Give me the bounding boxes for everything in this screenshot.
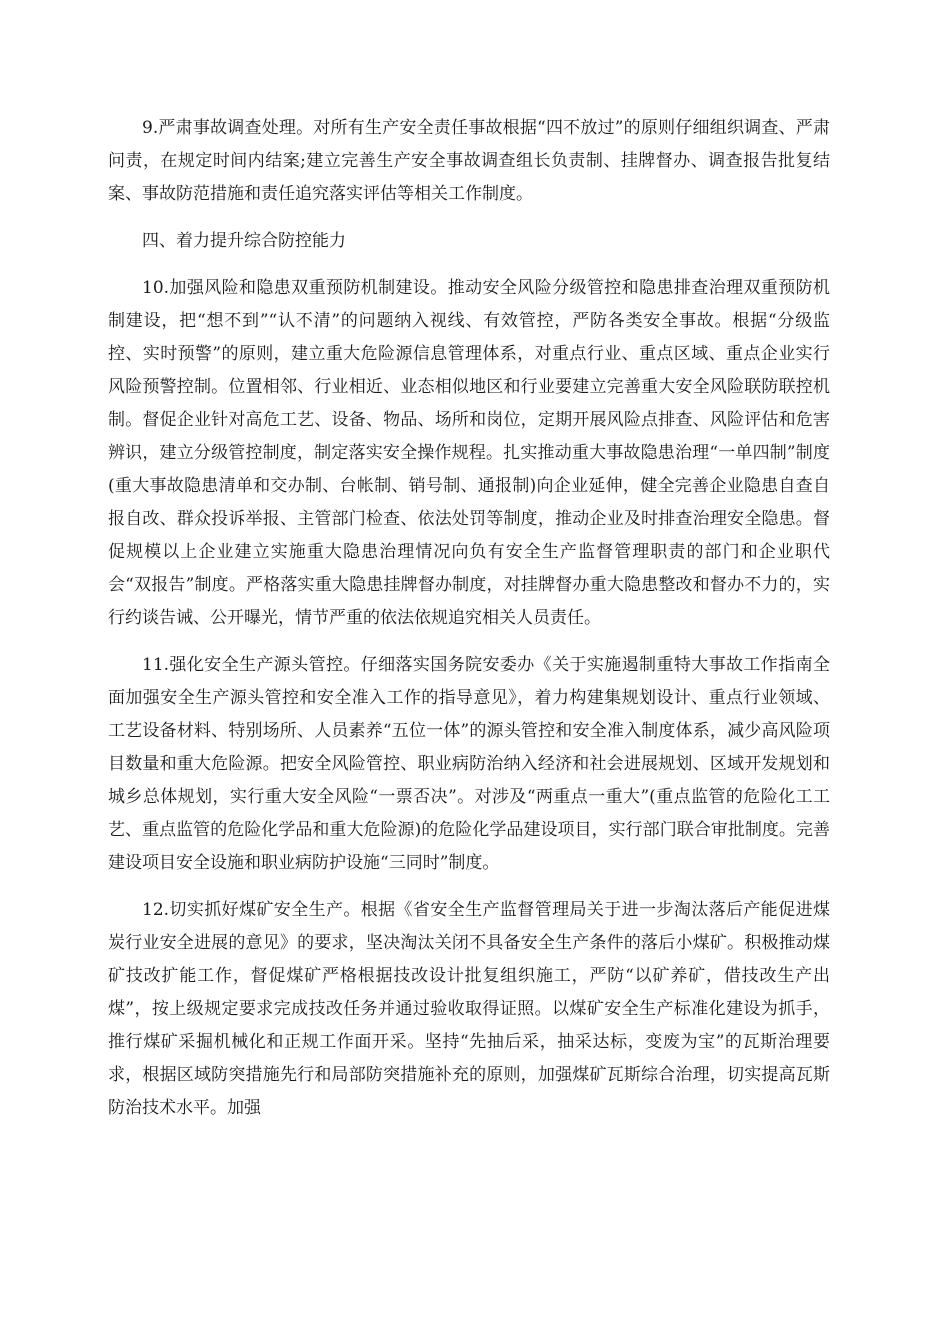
paragraph-12: 12.切实抓好煤矿安全生产。根据《省安全生产监督管理局关于进一步淘汰落后产能促进煤炭行业安全进展的意见》的要求，坚决淘汰关闭不具备安全生产条件的落后小煤矿。积极推动煤矿技改扩能工作，督促煤矿严格根据技改设计批复组织施工，严防“以矿养矿，借技改生产出煤”，按上级规定要求完成技改任务并通过验收取得证照。以煤矿安全生产标准化建设为抓手，推行煤矿采掘机械化和正规工作面开采。坚持“先抽后采，抽采达标，变废为宝”的瓦斯治理要求，根据区域防突措施先行和局部防突措施补充的原则，加强煤矿瓦斯综合治理，切实提高瓦斯防治技术水平。加强 [108,900,830,1118]
document-page [108,112,830,1139]
paragraph-10: 10.加强风险和隐患双重预防机制建设。推动安全风险分级管控和隐患排查治理双重预防机制建设，把“想不到”“认不清”的问题纳入视线、有效管控，严防各类安全事故。根据“分级监控、实时预警”的原则，建立重大危险源信息管理体系，对重点行业、重点区域、重点企业实行风险预警控制。位置相邻、行业相近、业态相似地区和行业要建立完善重大安全风险联防联控机制。督促企业针对高危工艺、设备、物品、场所和岗位，定期开展风险点排查、风险评估和危害辨识，建立分级管控制度，制定落实安全操作规程。扎实推动重大事故隐患治理“一单四制”制度(重大事故隐患清单和交办制、台帐制、销号制、通报制)向企业延伸，健全完善企业隐患自查自报自改、群众投诉举报、主管部门检查、依法处罚等制度，推动企业及时排查治理安全隐患。督促规模以上企业建立实施重大隐患治理情况向负有安全生产监督管理职责的部门和企业职代会“双报告”制度。严格落实重大隐患挂牌督办制度，对挂牌督办重大隐患整改和督办不力的，实行约谈告诫、公开曝光，情节严重的依法依规追究相关人员责任。 [108,278,830,628]
paragraph-11: 11.强化安全生产源头管控。仔细落实国务院安委办《关于实施遏制重特大事故工作指南全面加强安全生产源头管控和安全准入工作的指导意见》，着力构建集规划设计、重点行业领域、工艺设备材料、特别场所、人员素养“五位一体”的源头管控和安全准入制度体系，减少高风险项目数量和重大危险源。把安全风险管控、职业病防治纳入经济和社会进展规划、区域开发规划和城乡总体规划，实行重大安全风险“一票否决”。对涉及“两重点一重大”(重点监管的危险化工工艺、重点监管的危险化学品和重大危险源)的危险化学品建设项目，实行部门联合审批制度。完善建设项目安全设施和职业病防护设施“三同时”制度。 [108,655,830,873]
paragraph-9: 9.严肃事故调查处理。对所有生产安全责任事故根据“四不放过”的原则仔细组织调查、严肃问责，在规定时间内结案;建立完善生产安全事故调查组长负责制、挂牌督办、调查报告批复结案、事故防范措施和责任追究落实评估等相关工作制度。 [108,118,830,204]
section-heading-4: 四、着力提升综合防控能力 [142,231,346,251]
